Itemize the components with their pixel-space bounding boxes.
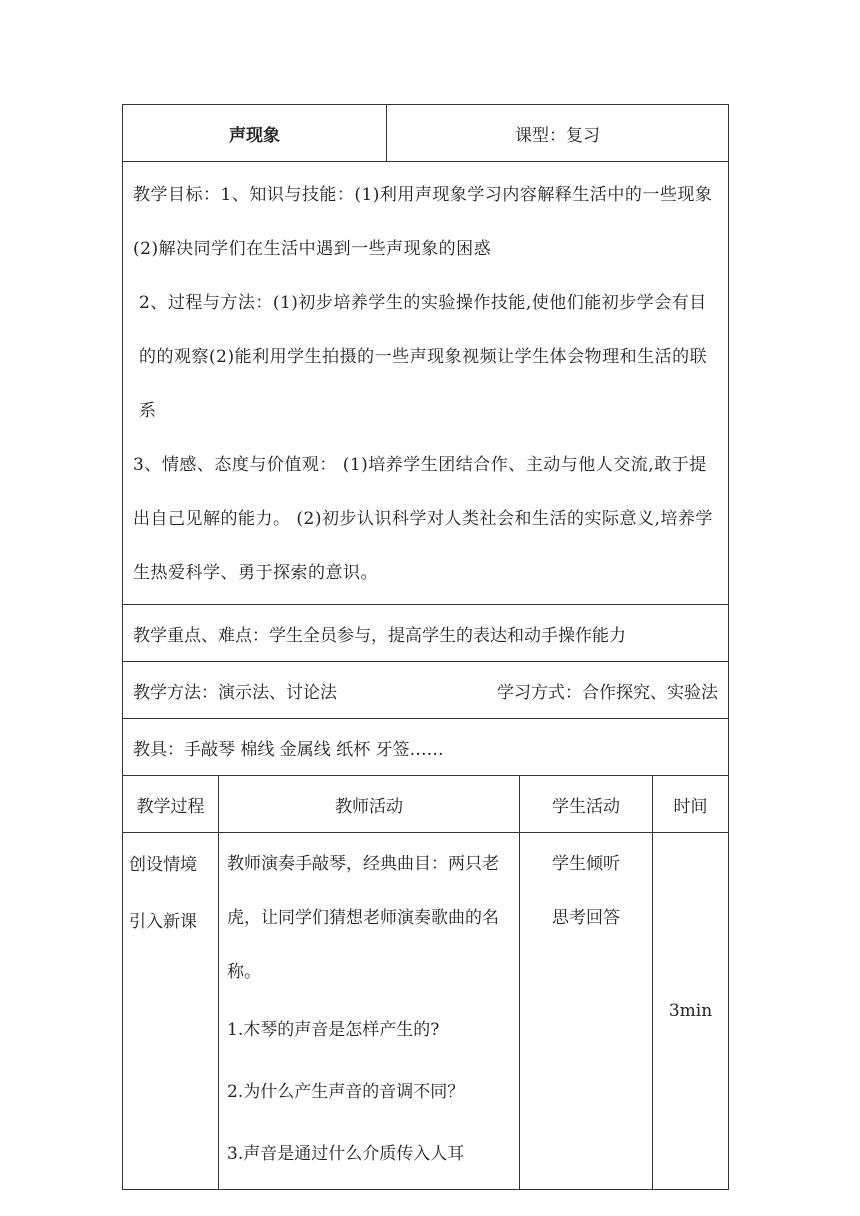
time-cell: 3min — [653, 833, 729, 1190]
header-row — [123, 105, 729, 162]
objectives-row — [123, 162, 729, 605]
methods-cell — [123, 662, 729, 719]
lesson-title: 声现象 — [123, 105, 387, 162]
student-activity-cell — [520, 833, 653, 1190]
objective-knowledge: 教学目标：1、知识与技能：(1)利用声现象学习内容解释生活中的一些现象 (2)解决同学们在生活中遇到一些声现象的困惑 — [133, 185, 713, 259]
header-teacher-activity: 教师活动 — [219, 776, 520, 833]
header-student-activity: 学生活动 — [520, 776, 653, 833]
learning-method: 学习方式：合作探究、实验法 — [497, 682, 719, 703]
lesson-type: 课型：复习 — [387, 105, 729, 162]
objective-process: 2、过程与方法：(1)初步培养学生的实验操作技能,使他们能初步学会有目的的观察(2)能利用学生拍摄的一些声现象视频让学生体会物理和生活的联系 — [139, 293, 708, 421]
student-line-2: 思考回答 — [552, 908, 620, 928]
key-points: 教学重点、难点：学生全员参与，提高学生的表达和动手操作能力 — [123, 605, 729, 662]
tools-row — [123, 719, 729, 776]
methods-row — [123, 662, 729, 719]
header-stage: 教学过程 — [123, 776, 219, 833]
header-time: 时间 — [653, 776, 729, 833]
question-2: 2.为什么产生声音的音调不同？ — [227, 1082, 465, 1102]
stage-line-1: 创设情境 — [129, 855, 197, 875]
question-3: 3.声音是通过什么介质传入人耳 — [227, 1144, 465, 1164]
stage-cell — [123, 833, 219, 1190]
teaching-method: 教学方法：演示法、讨论法 — [133, 682, 337, 703]
stage-line-2: 引入新课 — [129, 912, 197, 932]
objective-attitude: 3、情感、态度与价值观： (1)培养学生团结合作、主动与他人交流,敢于提出自己见解的能力。 (2)初步认识科学对人类社会和生活的实际意义,培养学生热爱科学、勇于探索的意识。 — [133, 455, 713, 583]
lesson-plan — [122, 104, 728, 1190]
process-row — [123, 833, 729, 1190]
key-points-row — [123, 605, 729, 662]
student-line-1: 学生倾听 — [552, 854, 620, 874]
teacher-activity-cell — [219, 833, 520, 1190]
teaching-tools: 教具：手敲琴 棉线 金属线 纸杯 牙签…… — [123, 719, 729, 776]
lesson-plan-table — [122, 104, 729, 1190]
objectives-cell — [123, 162, 729, 605]
process-header-row — [123, 776, 729, 833]
teacher-intro: 教师演奏手敲琴，经典曲目：两只老虎，让同学们猜想老师演奏歌曲的名称。 — [227, 854, 499, 982]
question-1: 1.木琴的声音是怎样产生的? — [227, 1020, 440, 1040]
